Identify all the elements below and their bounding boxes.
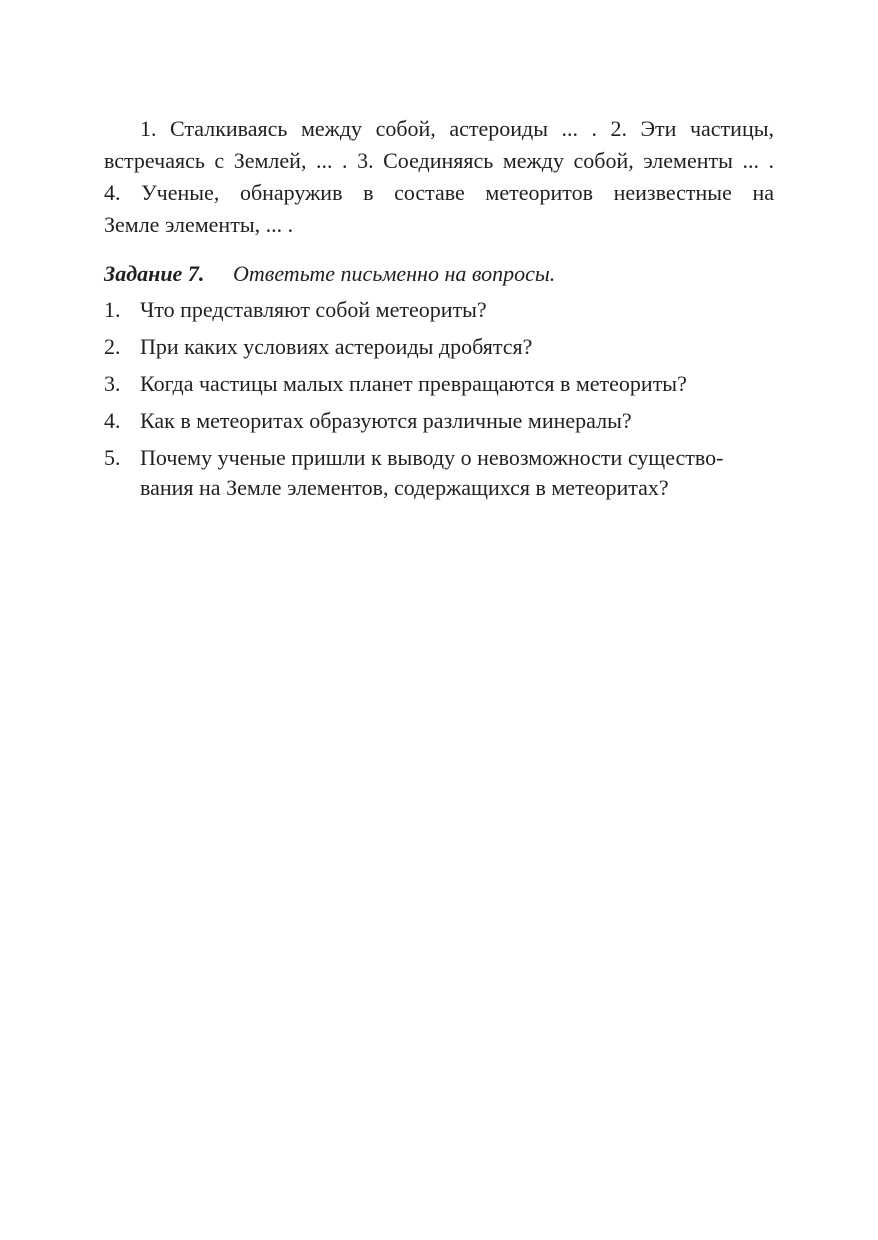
paragraph-line: встречаясь с Землей, ... . 3. Соединяясь между собой, элементы ... . [104,148,774,173]
question-number: 5. [104,445,121,470]
question-item [104,332,774,362]
question-number: 4. [104,408,121,433]
question-text-line: вания на Земле элементов, содержащихся в метеоритах? [140,475,669,500]
question-number: 1. [104,297,121,322]
exercise-paragraph [104,113,774,241]
question-list [104,295,774,503]
question-item [104,295,774,325]
question-text-line: Почему ученые пришли к выводу о невозможности существо- [140,445,724,470]
task-heading [104,258,774,290]
question-item [104,443,774,503]
document-page [104,113,774,510]
paragraph-line: Земле элементы, ... . [104,212,294,237]
question-number: 2. [104,334,121,359]
question-number: 3. [104,371,121,396]
question-text: Как в метеоритах образуются различные минералы? [140,408,632,433]
task-instruction: Ответьте письменно на вопросы. [233,261,556,286]
question-item [104,369,774,399]
paragraph-line: 1. Сталкиваясь между собой, астероиды ... . 2. Эти частицы, [140,116,774,141]
task-label: Задание 7. [104,261,205,286]
question-text: При каких условиях астероиды дробятся? [140,334,533,359]
question-item [104,406,774,436]
question-text: Когда частицы малых планет превращаются в метеориты? [140,371,687,396]
paragraph-line: 4. Ученые, обнаружив в составе метеоритов неизвестные на [104,180,774,205]
question-text: Что представляют собой метеориты? [140,297,487,322]
